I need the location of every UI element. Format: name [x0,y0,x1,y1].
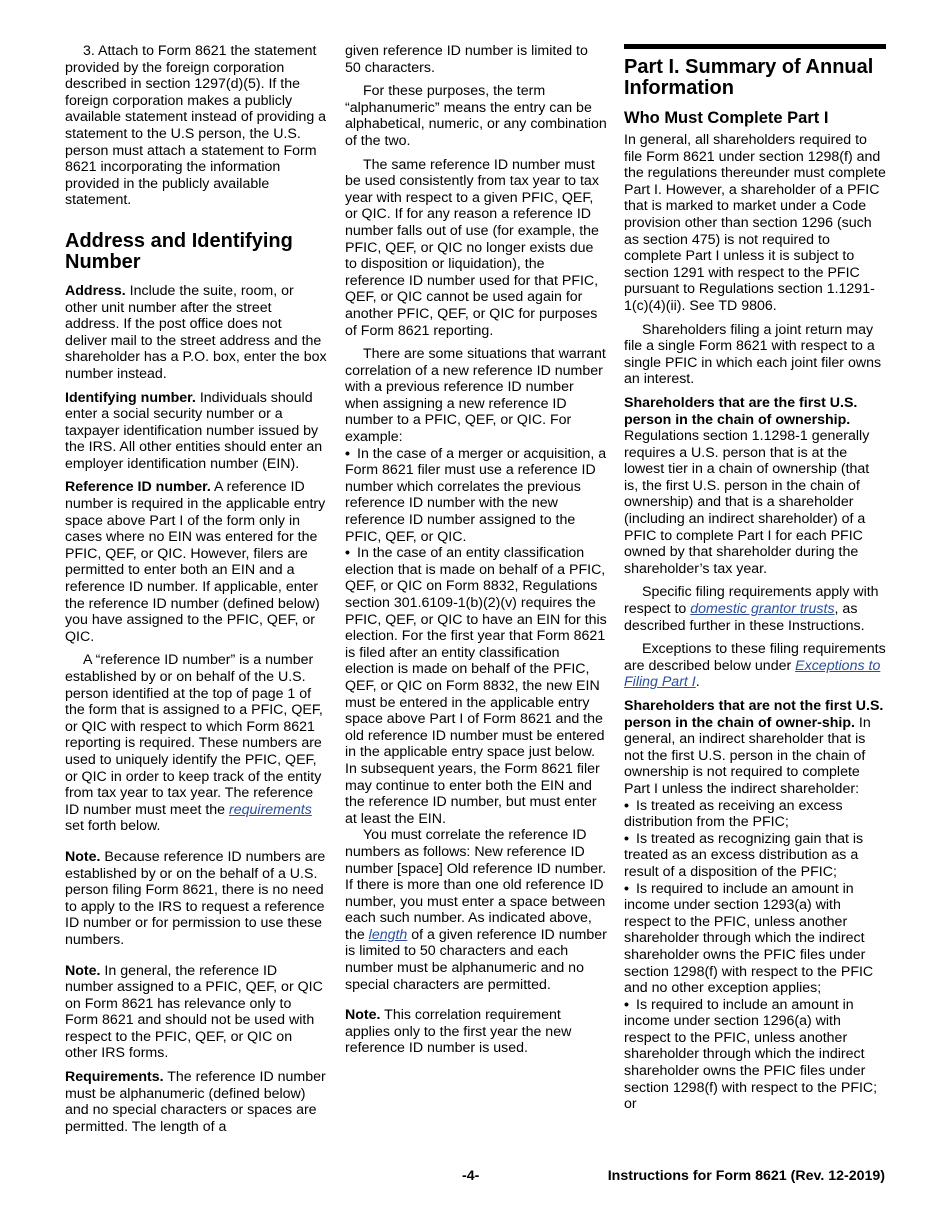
text-requirements: The reference ID number must be alphanumeric (defined below) and no special characters or spaces are permitted. The length of a [65,1069,326,1135]
text-not-first-us-person: In general, an indirect shareholder that is not the first U.S. person in the chain of ownership is not required to complete Part I unless the indirect shareholder: [624,714,871,797]
section-rule [624,44,886,49]
paragraph-first-us-person [624,395,886,578]
bullet-merger: • In the case of a merger or acquisition, a Form 8621 filer must use a reference ID number which correlates the previous reference ID number with the new reference ID number assigned to the PFIC, QEF, or QIC. [345,446,607,546]
text-note-correlation: This correlation requirement applies only to the first year the new reference ID number is used. [345,1007,572,1057]
paragraph-note-correlation [345,1007,607,1057]
text-reference-id: A reference ID number is required in the applicable entry space above Part I of the form only in cases where no EIN was entered for the PFIC, QEF, or QIC. However, filers are permitted to enter both an EIN and a reference ID number. If applicable, enter the reference ID number (defined below) you have assigned to the PFIC, QEF, or QIC. [65,479,326,645]
text-refid-def-before: A “reference ID number” is a number established by or on behalf of the U.S. person identified at the top of page 1 of the form that is assigned to a PFIC, QEF, or QIC with respect to which Form 8621 reporting is required. These numbers are used to uniquely identify the PFIC, QEF, or QIC in order to keep track of the entity from tax year to tax year. The reference ID number must meet the [65,652,323,818]
paragraph-exceptions [624,641,886,691]
text-correlate-before: You must correlate the reference ID numbers as follows: New reference ID number [space] Old reference ID number. If there is more than one old reference ID number, you must enter a space between each such number. As indicated above, the [345,827,607,943]
paragraph-requirements [65,1069,327,1135]
label-requirements: Requirements. [65,1069,164,1086]
paragraph-correlation: There are some situations that warrant correlation of a new reference ID number with a previous reference ID number when assigning a new reference ID number to a PFIC, QEF, or QIC. For example: [345,346,606,446]
bullet-section-1293: • Is required to include an amount in income under section 1293(a) with respect to the PFIC, unless another shareholder through which the indirect shareholder owns the PFIC files under section 1298(f) with respect to the PFIC and no other exception applies; [624,881,886,997]
text-grantor-before: Specific filing requirements apply with respect to [624,584,879,618]
column-3 [624,43,886,1113]
paragraph-alphanumeric: For these purposes, the term “alphanumeric” means the entry can be alphabetical, numeric, or any combination of the two. [345,83,607,149]
bullet-entity-classification: • In the case of an entity classification election that is made on behalf of a PFIC, QEF, or QIC on Form 8832, Regulations section 301.6109-1(b)(2)(v) requires the PFIC, QEF, or QIC to have an EIN for this election. For the first year that Form 8621 is filed after an entity classification election is made on behalf of the PFIC, QEF, or QIC on Form 8832, the new EIN must be entered in the applicable entry space above Part I of Form 8621 and the old reference ID number must be entered in the applicable entry space just below. In subsequent years, the Form 8621 filer may continue to enter both the EIN and the reference ID number, but must enter at least the EIN. [345,545,607,827]
label-not-first-us-person: Shareholders that are not the first U.S. person in the chain of owner-ship. [624,698,884,731]
paragraph-joint-return: Shareholders filing a joint return may file a single Form 8621 with respect to a single PFIC in which each joint filer owns an interest. [624,321,882,388]
text-refid-def-after: set forth below. [65,818,161,835]
label-note-1: Note. [65,848,101,865]
label-identifying-number: Identifying number. [65,389,196,406]
paragraph-note-1 [65,849,327,949]
text-note-2: In general, the reference ID number assigned to a PFIC, QEF, or QIC on Form 8621 has relevance only to Form 8621 and should not be used with respect to the PFIC, QEF, or QIC on other IRS forms. [65,962,323,1062]
text-exceptions-before: Exceptions to these filing requirements are described below under [624,641,886,674]
text-grantor-after: , as described further in these Instructions. [624,601,865,634]
label-reference-id: Reference ID number. [65,479,211,496]
text-note-1: Because reference ID numbers are established by or on the behalf of a U.S. person filing Form 8621, there is no need to apply to the IRS to request a reference ID number or for permission to use these numbers. [65,848,326,948]
label-address: Address. [65,282,126,299]
label-note-2: Note. [65,962,101,979]
paragraph-note-2 [65,963,327,1063]
text-identifying-number: Individuals should enter a social security number or a taxpayer identification number issued by the IRS. All other entities should enter an employer identification number (EIN). [65,389,323,472]
text-first-us-person: Regulations section 1.1298-1 generally requires a U.S. person that is at the lowest tier in a chain of ownership (that is, the first U.S. person in the chain of ownership) and that is a shareholder (including an indirect shareholder) of a PFIC to complete Part I for each PFIC owned by that shareholder during the shareholder’s tax year. [624,428,870,577]
paragraph-not-first-us-person [624,698,886,798]
label-first-us-person: Shareholders that are the first U.S. person in the chain of ownership. [624,394,858,428]
paragraph-correlate-format [345,827,607,993]
text-correlate-after: of a given reference ID number is limited to 50 characters and each number must be alphanumeric and no special characters are permitted. [345,926,607,993]
paragraph-reference-id-definition [65,652,327,835]
bullet-recognizing-gain: • Is treated as recognizing gain that is treated as an excess distribution as a result of a disposition of the PFIC; [624,831,886,881]
bullet-excess-distribution: • Is treated as receiving an excess distribution from the PFIC; [624,798,886,831]
paragraph-address [65,283,327,383]
text-address: Include the suite, room, or other unit number after the street address. If the post office does not deliver mail to the street address and the shareholder has a P.O. box, enter the box number instead. [65,282,327,382]
paragraph-length: given reference ID number is limited to 50 characters. [345,43,588,76]
subheading-who-must-complete: Who Must Complete Part I [624,109,829,127]
link-exceptions-to-filing-part-i[interactable]: Exceptions to Filing Part I [624,657,881,691]
paragraph-general: In general, all shareholders required to file Form 8621 under section 1298(f) and the regulations thereunder must complete Part I. However, a shareholder of a PFIC that is marked to market under a Code provision other than section 1296 (such as section 475) is not required to complete Part I unless it is subject to section 1291 with respect to the PFIC pursuant to Regulations section 1.1291-1(c)(4)(ii). See TD 9806. [624,132,886,314]
paragraph-identifying-number [65,390,327,473]
link-length[interactable]: length [368,926,408,943]
page-number: -4- [462,1168,480,1184]
section-heading-part-i: Part I. Summary of Annual Information [624,56,874,99]
column-2 [345,43,607,1064]
paragraph-grantor-trusts [624,584,886,634]
footer-title: Instructions for Form 8621 (Rev. 12-2019) [607,1168,885,1184]
section-heading-address: Address and Identifying Number [65,229,293,273]
paragraph-item-3: 3. Attach to Form 8621 the statement provided by the foreign corporation described in section 1297(d)(5). If the foreign corporation makes a publicly available statement instead of providing a statement to the U.S person, the U.S. person must attach a statement to Form 8621 incorporating the information provided in the publicly available statement. [65,43,327,209]
paragraph-consistency: The same reference ID number must be used consistently from tax year to tax year with respect to a given PFIC, QEF, or QIC. If for any reason a reference ID number falls out of use (for example, the PFIC, QEF, or QIC no longer exists due to disposition or liquidation), the reference ID number used for that PFIC, QEF, or QIC cannot be used again for another PFIC, QEF, or QIC for purposes of Form 8621 reporting. [345,156,599,339]
link-requirements[interactable]: requirements [229,801,312,818]
link-domestic-grantor-trusts[interactable]: domestic grantor trusts [690,601,835,618]
paragraph-reference-id [65,479,327,645]
text-exceptions-after: . [695,674,700,691]
bullet-section-1296: • Is required to include an amount in income under section 1296(a) with respect to the PFIC, unless another shareholder through which the indirect shareholder owns the PFIC files under section 1298(f) with respect to the PFIC; or [624,997,886,1113]
column-1 [65,43,327,1142]
label-note-correlation: Note. [345,1007,381,1024]
